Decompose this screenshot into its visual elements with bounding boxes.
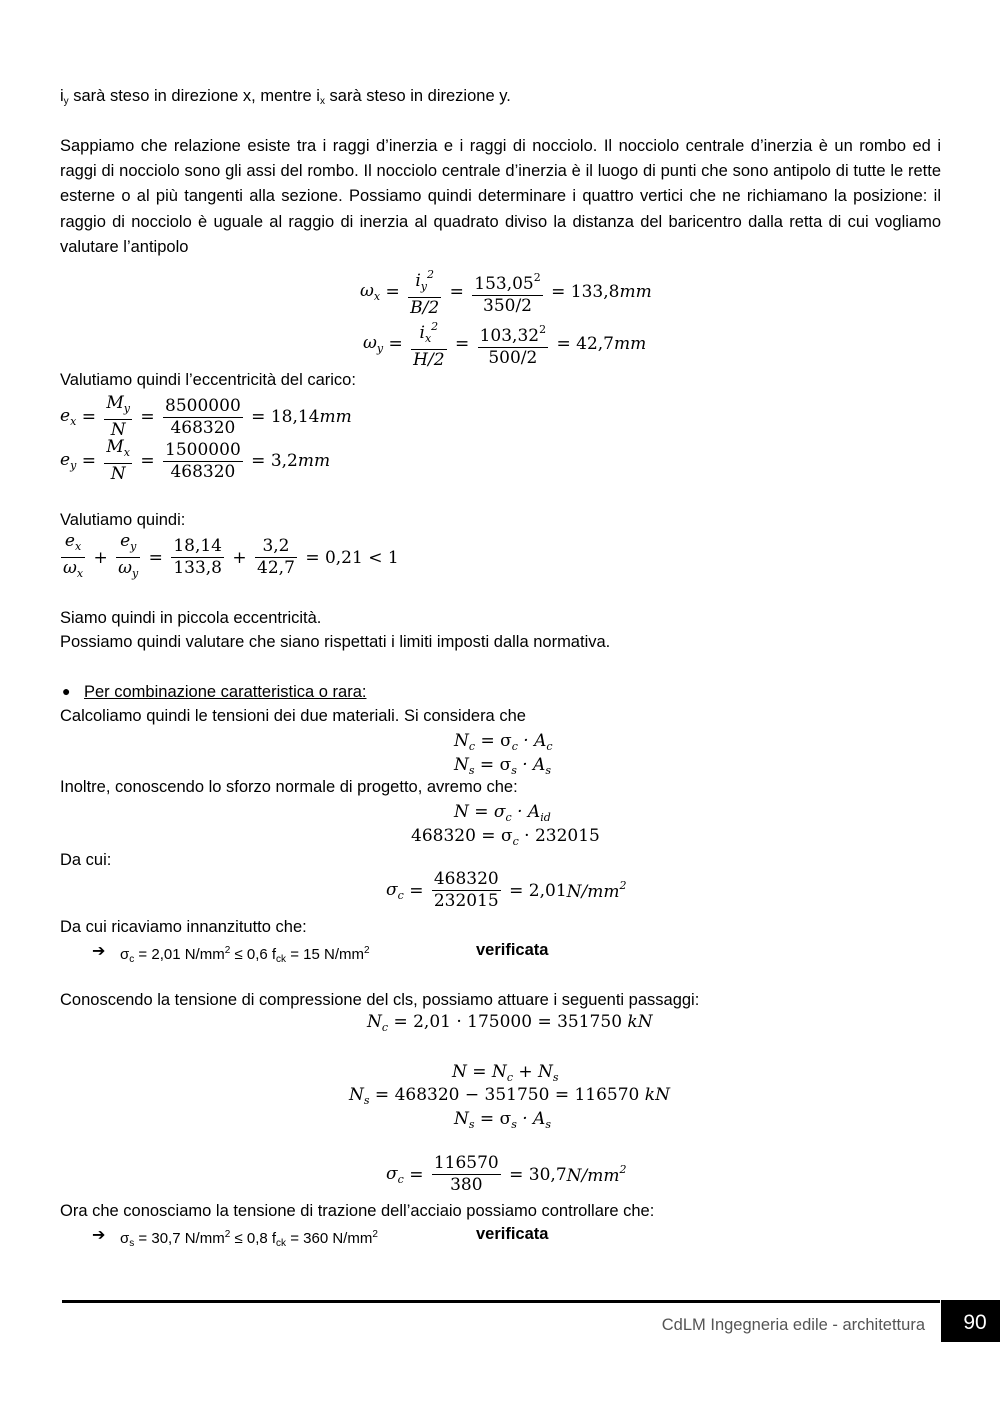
text: sarà steso in direzione y. (324, 87, 511, 105)
subscript: y (123, 402, 130, 415)
numerator: 468320 (433, 869, 499, 889)
subscript: c (546, 740, 553, 753)
text: i (60, 87, 64, 105)
result: = 2,01 (509, 880, 567, 901)
subscript: c (512, 835, 519, 848)
superscript: 2 (619, 879, 627, 892)
text: N = σ (454, 802, 506, 822)
equation-ey: $e_y$ = $\frac{M_x}{N}$ = $\frac{1500000}{468320}$ = 3,2mm (60, 437, 331, 484)
equation-ex: $e_x$ = $\frac{M_y}{N}$ = $\frac{8500000}{468320}$ = 18,14mm (60, 393, 352, 440)
subscript: x (373, 289, 381, 303)
superscript: 2 (224, 1229, 231, 1240)
numerator: 116570 (433, 1153, 499, 1173)
subscript: y (130, 540, 137, 553)
denominator: 380 (450, 1175, 483, 1195)
result: = 18,14 (251, 407, 320, 427)
inoltre-line: Inoltre, conoscendo lo sforzo normale di progetto, avremo che: (60, 778, 518, 796)
page-number: 90 (941, 1300, 1000, 1342)
footer-course: CdLM Ingegneria edile - architettura (661, 1316, 925, 1334)
equation-sigma-c: $\sigma_c$ = $\frac{468320}{232015}$ = $2,01N/mm^2$ (386, 869, 627, 911)
subscript: s (468, 764, 475, 777)
unit: mm (619, 281, 652, 302)
text: σ (120, 1230, 130, 1247)
subscript: s (511, 1118, 517, 1131)
denominator: 133,8 (173, 558, 222, 578)
piccola-eccentricita-line: Siamo quindi in piccola eccentricità. (60, 609, 322, 627)
denominator: ω (118, 558, 133, 578)
superscript: 2 (427, 268, 434, 281)
subscript: y (132, 567, 139, 580)
superscript: 2 (431, 320, 439, 333)
subscript: s (468, 1118, 475, 1131)
check-concrete (120, 938, 370, 972)
bullet-icon: ● (62, 683, 71, 699)
text: · A (511, 802, 541, 822)
ora-line: Ora che conosciamo la tensione di trazione dell’acciaio possiamo controllare che: (60, 1202, 655, 1220)
equation-Nc-value (367, 1012, 653, 1034)
denominator: 500/2 (488, 347, 538, 368)
subscript: s (545, 764, 551, 777)
subscript: x (74, 540, 82, 553)
subscript: c (129, 954, 135, 965)
paragraph-nocciolo: Sappiamo che relazione esiste tra i raggi d’inerzia e i raggi di nocciolo. Il nocciolo centrale d’inerzia è un rombo ed i raggi di nocciolo sono gli assi del rombo. Il nocciolo centrale d’inerzia è il luogo di punti che sono antipolo di tutte le rette esterne o al più tangenti alla sezione. Possiamo quindi determinare i quattro vertici che ne richiamano la posizione: il raggio di nocciolo è uguale al raggio di inerzia al quadrato diviso la distanza del baricentro dalla retta di cui vogliamo valutare l’antipolo (60, 137, 941, 256)
text: · 232015 (518, 826, 600, 846)
symbol: ω (363, 332, 377, 353)
subscript: y (70, 459, 77, 472)
eccentricity-label: Valutiamo quindi l’eccentricità del carico: (60, 371, 356, 389)
subscript: c (397, 888, 404, 902)
denominator: 468320 (170, 461, 236, 482)
symbol: N (454, 755, 469, 775)
subscript: c (506, 1071, 513, 1084)
text: = 468320 − 351750 = 116570 (369, 1085, 645, 1105)
text: = σ (475, 731, 512, 751)
denominator: 42,7 (257, 558, 295, 578)
subscript: s (129, 1238, 135, 1249)
equation-Ns-value (349, 1085, 670, 1107)
numerator: M (106, 393, 124, 413)
symbol: e (60, 406, 71, 426)
denominator: B/2 (410, 298, 440, 318)
check-steel (120, 1222, 378, 1256)
numerator: 8500000 (165, 395, 241, 416)
numerator: 3,2 (255, 536, 297, 558)
subscript: x (76, 567, 84, 580)
limiti-line: Possiamo quindi valutare che siano rispettati i limiti imposti dalla normativa. (60, 633, 611, 651)
symbol: N (349, 1085, 364, 1105)
subscript: c (397, 1172, 404, 1186)
equation-Ns (454, 755, 551, 777)
symbol: N (367, 1012, 382, 1032)
numerator: 18,14 (173, 536, 222, 556)
text: = 360 N/mm (286, 1230, 373, 1247)
subscript: s (511, 764, 517, 777)
verdict-steel: verificata (476, 1225, 549, 1243)
text: 468320 = σ (411, 826, 513, 846)
text: = σ (474, 755, 512, 775)
intro-line (60, 84, 511, 114)
text: σ (120, 946, 130, 963)
equation-Nc (454, 731, 553, 753)
denominator: 232015 (433, 891, 499, 911)
text: = 15 N/mm (286, 946, 364, 963)
result: = 0,21 < 1 (305, 547, 399, 568)
numerator: 103,32 (479, 325, 540, 346)
equation-sigma-s: $\sigma_c$ = $\frac{116570}{380}$ = $30,7N/mm^2$ (386, 1153, 627, 1195)
text: = 30,7 N/mm (134, 1230, 225, 1247)
numerator: i (419, 323, 425, 343)
symbol: ω (360, 280, 374, 301)
denominator: N (110, 420, 126, 440)
subscript: c (505, 811, 512, 824)
text: · A (517, 731, 547, 751)
text: ≤ 0,6 f (230, 946, 277, 963)
result: = 133,8 (551, 281, 620, 302)
equation-N-value (411, 826, 600, 848)
text: ≤ 0,8 f (230, 1230, 277, 1247)
text: + N (512, 1062, 553, 1082)
result: = 30,7 (509, 1164, 567, 1185)
equation-N (454, 802, 551, 824)
arrow-right-icon: ➔ (92, 943, 106, 960)
equation-N-sum (452, 1062, 559, 1084)
subscript: ck (276, 954, 287, 965)
superscript: 2 (372, 1229, 378, 1240)
equation-omega-x: $\omega_x$ = $\frac{i_y^2}{B/2}$ = $\frac{153,05^2}{350/2}$ = 133,8mm (360, 264, 652, 319)
superscript: 2 (363, 945, 370, 956)
subscript: y (63, 96, 69, 107)
arrow-right-icon: ➔ (92, 1227, 106, 1244)
superscript: 2 (619, 1163, 627, 1176)
subscript: x (70, 415, 77, 428)
numerator: M (106, 437, 124, 457)
dacui-line: Da cui: (60, 851, 112, 869)
equation-omega-y: $\omega_y$ = $\frac{i_x^2}{H/2}$ = $\frac{103,32^2}{500/2}$ = 42,7mm (363, 316, 646, 371)
calcoliamo-line: Calcoliamo quindi le tensioni dei due materiali. Si considera che (60, 707, 526, 725)
symbol: e (60, 450, 71, 470)
subscript: s (552, 1071, 559, 1084)
superscript: 2 (533, 270, 541, 284)
symbol: σ (386, 879, 398, 900)
denominator: N (110, 464, 126, 484)
subscript: ck (276, 1238, 287, 1249)
subscript: c (468, 740, 476, 753)
subscript: s (545, 1118, 551, 1131)
numerator: e (64, 531, 75, 551)
result: = 3,2 (251, 451, 298, 471)
unit: N/mm (566, 1166, 620, 1186)
numerator: e (120, 531, 131, 551)
footer-divider (62, 1300, 940, 1303)
superscript: 2 (539, 322, 547, 336)
subscript: c (511, 740, 518, 753)
numerator: 1500000 (165, 439, 241, 460)
denominator: H/2 (413, 350, 445, 370)
unit: mm (613, 333, 647, 354)
unit: mm (297, 451, 331, 471)
denominator: ω (63, 558, 77, 578)
subscript: x (424, 332, 432, 345)
symbol: N (454, 731, 469, 751)
result: = 42,7 (556, 333, 614, 354)
text: · A (516, 1109, 546, 1129)
section-heading: Per combinazione caratteristica o rara: (84, 683, 367, 701)
text: = 2,01 · 175000 = 351750 (388, 1012, 628, 1032)
denominator: 350/2 (483, 295, 532, 316)
unit: N/mm (566, 882, 620, 902)
text: = σ (474, 1109, 512, 1129)
text: = 2,01 N/mm (134, 946, 225, 963)
denominator: 468320 (170, 417, 236, 438)
superscript: 2 (224, 945, 231, 956)
symbol: σ (386, 1163, 398, 1184)
subscript: x (319, 96, 325, 107)
unit: mm (319, 407, 352, 427)
subscript: s (363, 1094, 370, 1107)
verdict-concrete: verificata (476, 941, 549, 959)
conoscendo-line: Conoscendo la tensione di compressione del cls, possiamo attuare i seguenti passaggi: (60, 991, 700, 1009)
equation-eccentricity-check: $\frac{e_x}{\omega_x}$ + $\frac{e_y}{\omega_y}$ = $\frac{18,14}{133,8}$ + $\frac{3,2}{42,7}$ = 0,21 < 1 (63, 531, 399, 580)
subscript: y (420, 280, 427, 293)
subscript: x (123, 446, 130, 459)
subscript: id (540, 811, 551, 824)
numerator: i (415, 271, 421, 291)
text: · A (516, 755, 546, 775)
subscript: c (381, 1021, 389, 1034)
subscript: y (376, 341, 384, 355)
text: sarà steso in direzione x, mentre i (68, 87, 320, 105)
symbol: N (454, 1109, 469, 1129)
ricaviamo-line: Da cui ricaviamo innanzitutto che: (60, 918, 307, 936)
numerator: 153,05 (474, 273, 534, 294)
equation-Ns-stress (454, 1109, 551, 1131)
unit: kN (644, 1085, 670, 1105)
valutiamo-label: Valutiamo quindi: (60, 511, 186, 529)
text: N = N (452, 1062, 507, 1082)
unit: kN (627, 1012, 653, 1032)
